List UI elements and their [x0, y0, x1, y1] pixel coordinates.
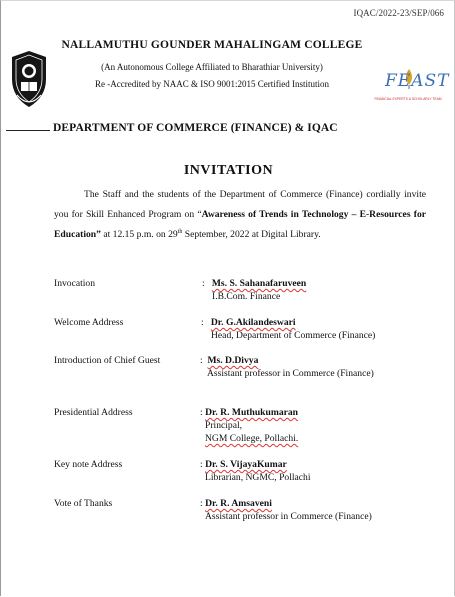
invite-text-part1: The Staff and the students of the Department of Commerce (Finance) cordially invite you for Skill Enhanced Program on “: [54, 189, 426, 220]
accreditation-line: Re -Accredited by NAAC & ISO 9001:2015 Certified Institution: [95, 79, 329, 89]
programme-name: Dr. R. Muthukumaran: [205, 407, 299, 418]
programme-name: Ms. D.Divya: [207, 355, 259, 366]
programme-name-line: : Dr. S. VijayaKumar: [200, 459, 287, 470]
programme-name: Dr. S. VijayaKumar: [205, 459, 287, 470]
date-superscript: th: [177, 228, 183, 235]
feast-logo: [369, 67, 450, 105]
programme-detail: Assistant professor in Commerce (Finance): [205, 511, 372, 522]
department-heading: DEPARTMENT OF COMMERCE (FINANCE) & IQAC: [53, 122, 338, 134]
invite-text-part3: September, 2022 at Digital Library.: [182, 229, 321, 240]
program-name: Awareness of Trends in Technology – E-Resources for Education”: [54, 209, 426, 240]
programme-name: Ms. S. Sahanafaruveen: [211, 278, 307, 289]
feast-logo-tagline: FINANCIAL EXPERTS & SCHOLARLY TEAM: [374, 97, 442, 101]
programme-role: Key note Address: [54, 459, 123, 470]
programme-name: Dr. R. Amsaveni: [205, 498, 272, 509]
programme-detail: I.B.Com. Finance: [212, 291, 281, 302]
invitation-title: INVITATION: [183, 163, 274, 178]
programme-role: Invocation: [54, 278, 96, 289]
programme-detail: Assistant professor in Commerce (Finance): [207, 368, 374, 379]
invite-text-part2: at 12.15 p.m. on 29: [100, 229, 178, 240]
college-emblem-icon: [9, 49, 49, 111]
invitation-paragraph: [54, 185, 426, 245]
department-rule: [6, 130, 50, 131]
programme-name: Dr. G.Akilandeswari: [210, 317, 296, 328]
reference-number: IQAC/2022-23/SEP/066: [353, 8, 444, 18]
programme-role: Introduction of Chief Guest: [54, 355, 161, 366]
programme-role: Vote of Thanks: [54, 498, 113, 509]
programme-role: Presidential Address: [54, 407, 133, 418]
programme-detail: Principal,: [205, 420, 243, 431]
college-name: NALLAMUTHU GOUNDER MAHALINGAM COLLEGE: [61, 39, 363, 51]
programme-name-line: : Dr. R. Amsaveni: [200, 498, 272, 509]
feast-logo-text: FEAST: [385, 71, 450, 91]
programme-detail: Librarian, NGMC, Pollachi: [205, 472, 311, 483]
programme-name-line: : Ms. D.Divya: [200, 355, 259, 366]
programme-detail: Head, Department of Commerce (Finance): [211, 330, 376, 341]
programme-detail: NGM College, Pollachi.: [205, 433, 299, 444]
programme-name-line: : Ms. S. Sahanafaruveen: [202, 278, 307, 289]
affiliation-line: (An Autonomous College Affiliated to Bharathiar University): [101, 62, 323, 72]
programme-role: Welcome Address: [54, 317, 124, 328]
programme-name-line: : Dr. G.Akilandeswari: [201, 317, 296, 328]
programme-name-line: : Dr. R. Muthukumaran: [200, 407, 299, 418]
